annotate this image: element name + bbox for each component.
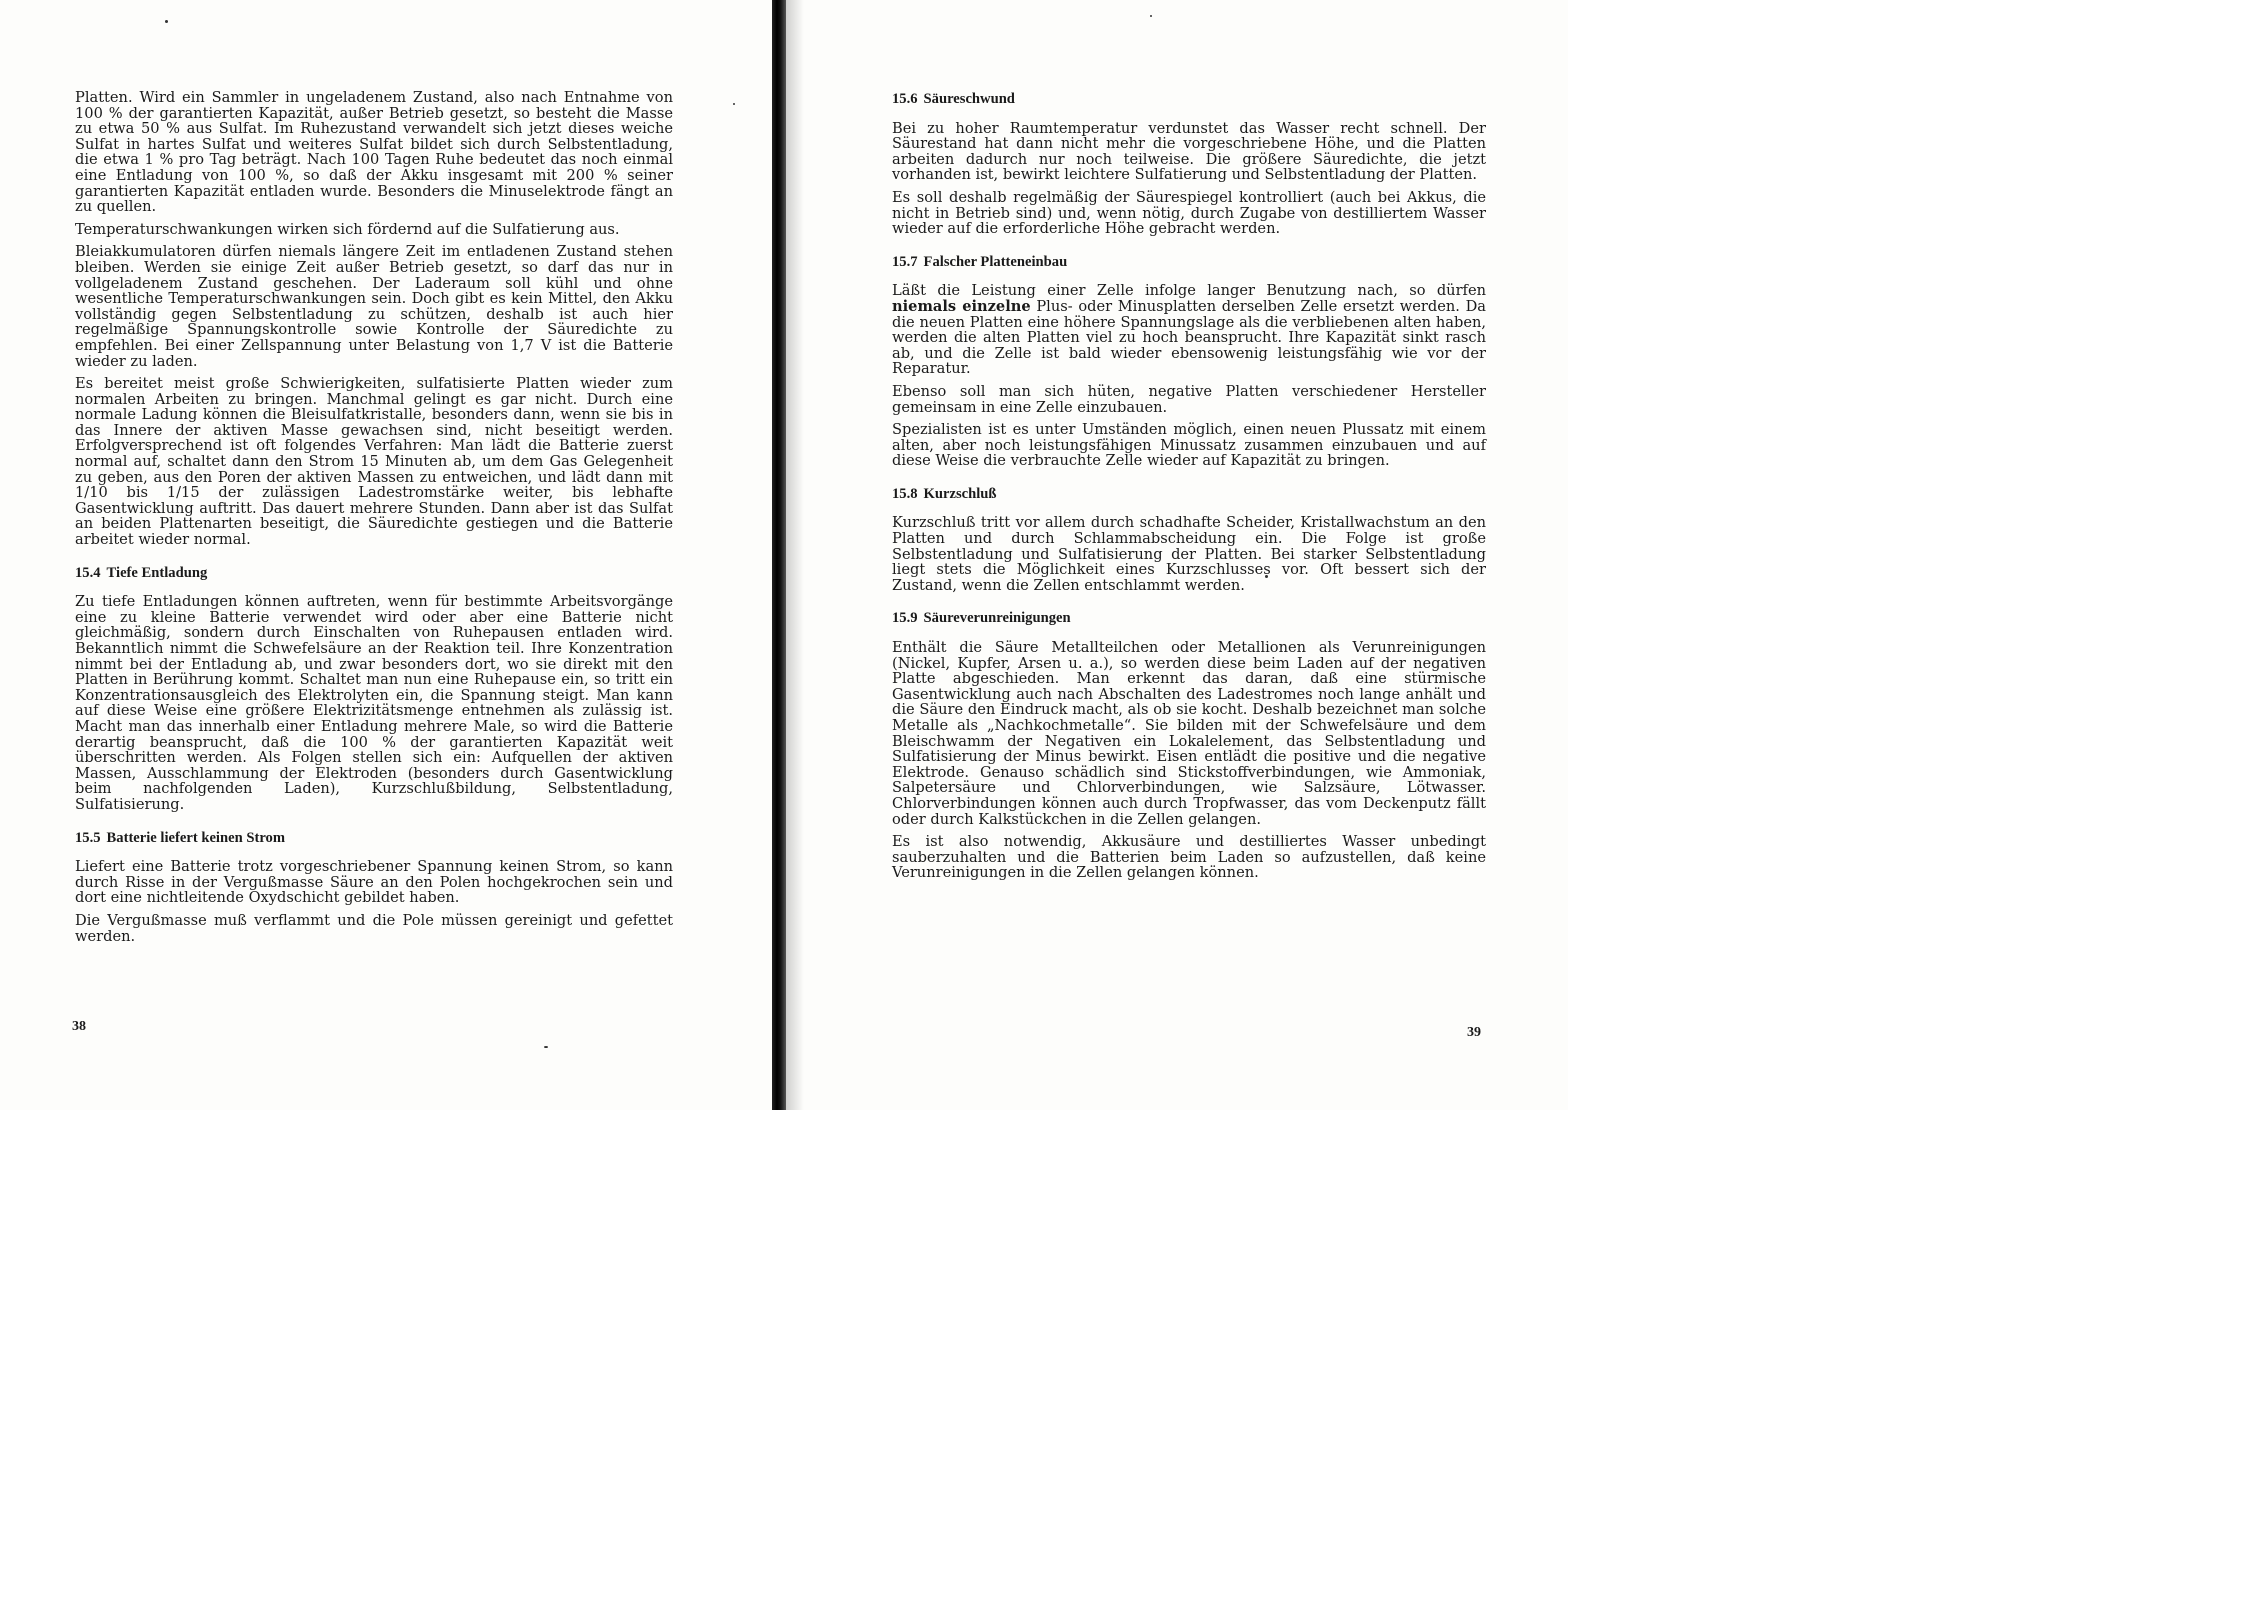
right-text-column — [892, 92, 1486, 888]
paragraph: Ebenso soll man sich hüten, negative Platten verschiedener Hersteller gemeinsam in eine Zelle einzubauen. — [892, 382, 1486, 416]
section-title: Säureschwund — [923, 91, 1015, 107]
section-number: 15.4 — [75, 564, 101, 581]
paragraph: Enthält die Säure Metallteilchen oder Metallionen als Verunreinigungen (Nickel, Kupfer, Arsen u. a.), so werden diese beim Laden auf der negativen Platte abgeschieden. Man erkennt das daran, daß eine stürmische Gasentwicklung auch nach Abschalten des Ladestromes noch lange anhält und die Säure den Eindruck macht, als ob sie kocht. Deshalb bezeichnet man solche Metalle als „Nachkochmetalle“. Sie bilden mit der Schwefelsäure und dem Bleischwamm der Negativen ein Lokalelement, das Selbstentladung und Sulfatisierung der Minus bewirkt. Eisen entlädt die positive und die negative Elektrode. Genauso schädlich sind Stickstoffverbindungen, wie Ammoniak, Salpetersäure und Chlorverbindungen, wie Salzsäure, Lötwasser. Chlorverbindungen können auch durch Tropfwasser, das vom Deckenputz fällt oder durch Kalkstückchen in die Zellen gelangen. — [892, 639, 1486, 828]
print-speck — [544, 1046, 548, 1048]
section-heading-15-8 — [892, 487, 1486, 503]
paragraph-text: Läßt die Leistung einer Zelle infolge langer Benutzung nach, so dürfen — [892, 282, 1486, 300]
paragraph: Liefert eine Batterie trotz vorgeschriebener Spannung keinen Strom, so kann durch Risse in der Vergußmasse Säure an den Polen hochgekrochen sein und dort eine nichtleitende Oxydschicht gebildet haben. — [75, 858, 673, 907]
section-number: 15.6 — [892, 91, 918, 107]
paragraph-text: Plus- oder Minusplatten derselben Zelle ersetzt werden. Da die neuen Platten eine höhere Spannungslage als die verbliebenen alten haben, werden die alten Platten viel zu hoch beansprucht. Ihre Kapazität sinkt rasch ab, und die Zelle ist bald wieder ebensowenig leistungsfähig wie vor der Reparatur. — [892, 297, 1486, 378]
section-title: Kurzschluß — [923, 485, 997, 502]
section-number: 15.7 — [892, 253, 918, 270]
emphasis-text: niemals einzelne — [892, 297, 1031, 315]
paragraph: Es soll deshalb regelmäßig der Säurespiegel kontrolliert (auch bei Akkus, die nicht in Betrieb sind) und, wenn nötig, durch Zugabe von destilliertem Wasser wieder auf die erforderliche Höhe gebracht werden. — [892, 188, 1486, 238]
section-title: Batterie liefert keinen Strom — [106, 829, 285, 846]
section-heading-15-7 — [892, 255, 1486, 271]
book-spine — [772, 0, 786, 1110]
section-title: Säureverunreinigungen — [923, 610, 1071, 627]
paragraph: Die Vergußmasse muß verflammt und die Pole müssen gereinigt und gefettet werden. — [75, 911, 673, 945]
section-heading-15-9 — [892, 611, 1486, 627]
paragraph: Bleiakkumulatoren dürfen niemals längere Zeit im entladenen Zustand stehen bleiben. Werden sie einige Zeit außer Betrieb gesetzt, so darf das nur in vollgeladenem Zustand geschehen. Der Laderaum soll kühl und ohne wesentliche Temperaturschwankungen sein. Doch gibt es kein Mittel, den Akku vollständig gegen Selbstentladung zu schützen, deshalb ist auch hier regelmäßige Spannungskontrolle sowie Kontrolle der Säuredichte zu empfehlen. Bei einer Zellspannung unter Belastung von 1,7 V ist die Batterie wieder zu laden. — [75, 243, 673, 370]
section-title: Falscher Platteneinbau — [923, 253, 1068, 270]
section-number: 15.8 — [892, 485, 918, 502]
paragraph: Bei zu hoher Raumtemperatur verdunstet das Wasser recht schnell. Der Säurestand hat dann nicht mehr die vorgeschriebene Höhe, und die Platten arbeiten dadurch nur noch teilweise. Die größere Säuredichte, die jetzt vorhanden ist, bewirkt leichtere Sulfatierung und Selbstentladung der Platten. — [892, 119, 1486, 184]
paragraph: Spezialisten ist es unter Umständen möglich, einen neuen Plussatz mit einem alten, aber noch leistungsfähigen Minussatz zusammen einzubauen und auf diese Weise die verbrauchte Zelle wieder auf Kapazität zu bringen. — [892, 421, 1486, 470]
paragraph: Temperaturschwankungen wirken sich fördernd auf die Sulfatierung aus. — [75, 220, 620, 238]
paragraph: Es ist also notwendig, Akkusäure und destilliertes Wasser unbedingt sauberzuhalten und die Batterien beim Laden so aufzustellen, daß keine Verunreinigungen in die Zellen gelangen können. — [892, 833, 1486, 882]
section-heading-15-5 — [75, 831, 673, 847]
paragraph: Platten. Wird ein Sammler in ungeladenem Zustand, also nach Entnahme von 100 % der garantierten Kapazität, außer Betrieb gesetzt, so besteht die Masse zu etwa 50 % aus Sulfat. Im Ruhezustand verwandelt sich jetzt dieses weiche Sulfat in hartes Sulfat und weiteres Sulfat bildet sich durch Selbstentladung, die etwa 1 % pro Tag beträgt. Nach 100 Tagen Ruhe bedeutet das noch einmal eine Entladung von 100 %, so daß der Akku insgesamt mit 200 % seiner garantierten Kapazität entladen wurde. Besonders die Minuselektrode fängt an zu quellen. — [75, 89, 673, 216]
section-heading-15-4 — [75, 566, 673, 582]
page-number: 39 — [1467, 1025, 1481, 1040]
print-speck — [165, 20, 168, 23]
section-title: Tiefe Entladung — [106, 564, 208, 581]
page-number: 38 — [72, 1019, 86, 1034]
print-speck — [733, 103, 735, 105]
paragraph: Es bereitet meist große Schwierigkeiten, sulfatisierte Platten wieder zum normalen Arbeiten zu bringen. Manchmal gelingt es gar nicht. Durch eine normale Ladung können die Bleisulfatkristalle, besonders dann, wenn sie bis in das Innere der aktiven Masse gewachsen sind, nicht beseitigt werden. Erfolgversprechend ist oft folgendes Verfahren: Man lädt die Batterie zuerst normal auf, schaltet dann den Strom 15 Minuten ab, um dem Gas Gelegenheit zu geben, aus den Poren der aktiven Massen zu entweichen, und lädt dann mit 1/10 bis 1/15 der zulässigen Ladestromstärke weiter, bis lebhafte Gasentwicklung auftritt. Das dauert mehrere Stunden. Dann aber ist das Sulfat an beiden Plattenarten beseitigt, die Säuredichte gestiegen und die Batterie arbeitet wieder normal. — [75, 375, 673, 549]
book-spread — [0, 0, 1568, 1110]
paragraph — [892, 283, 1486, 377]
paragraph: Kurzschluß tritt vor allem durch schadhafte Scheider, Kristallwachstum an den Platten und durch Schlammabscheidung ein. Die Folge ist große Selbstentladung und Sulfatisierung der Platten. Bei starker Selbstentladung liegt stets die Möglichkeit eines Kurzschlusses vor. Oft bessert sich der Zustand, wenn die Zellen entschlammt werden. — [892, 514, 1486, 594]
section-number: 15.9 — [892, 610, 918, 627]
section-number: 15.5 — [75, 829, 101, 846]
paragraph: Zu tiefe Entladungen können auftreten, wenn für bestimmte Arbeitsvorgänge eine zu kleine Batterie verwendet wird oder aber eine Batterie nicht gleichmäßig, sondern durch Einschalten von Ruhepausen entladen wird. Bekanntlich nimmt die Schwefelsäure an der Reaktion teil. Ihre Konzentration nimmt bei der Entladung ab, und zwar besonders dort, wo sie direkt mit den Platten in Berührung kommt. Schaltet man nun eine Ruhepause ein, so tritt ein Konzentrationsausgleich des Elektrolyten ein, die Spannung steigt. Man kann auf diese Weise eine größere Elektrizitätsmenge entnehmen als zulässig ist. Macht man das innerhalb einer Entladung mehrere Male, so wird die Batterie derartig beansprucht, daß die 100 % der garantierten Kapazität weit überschritten werden. Als Folgen stellen sich ein: Aufquellen der aktiven Massen, Ausschlammung der Elektroden (besonders durch Gasentwicklung beim nachfolgenden Laden), Kurzschlußbildung, Selbstentladung, Sulfatisierung. — [75, 593, 673, 813]
section-heading-15-6 — [892, 92, 1486, 108]
left-page — [0, 0, 770, 1110]
print-speck — [1150, 15, 1152, 17]
left-text-column — [75, 90, 673, 951]
